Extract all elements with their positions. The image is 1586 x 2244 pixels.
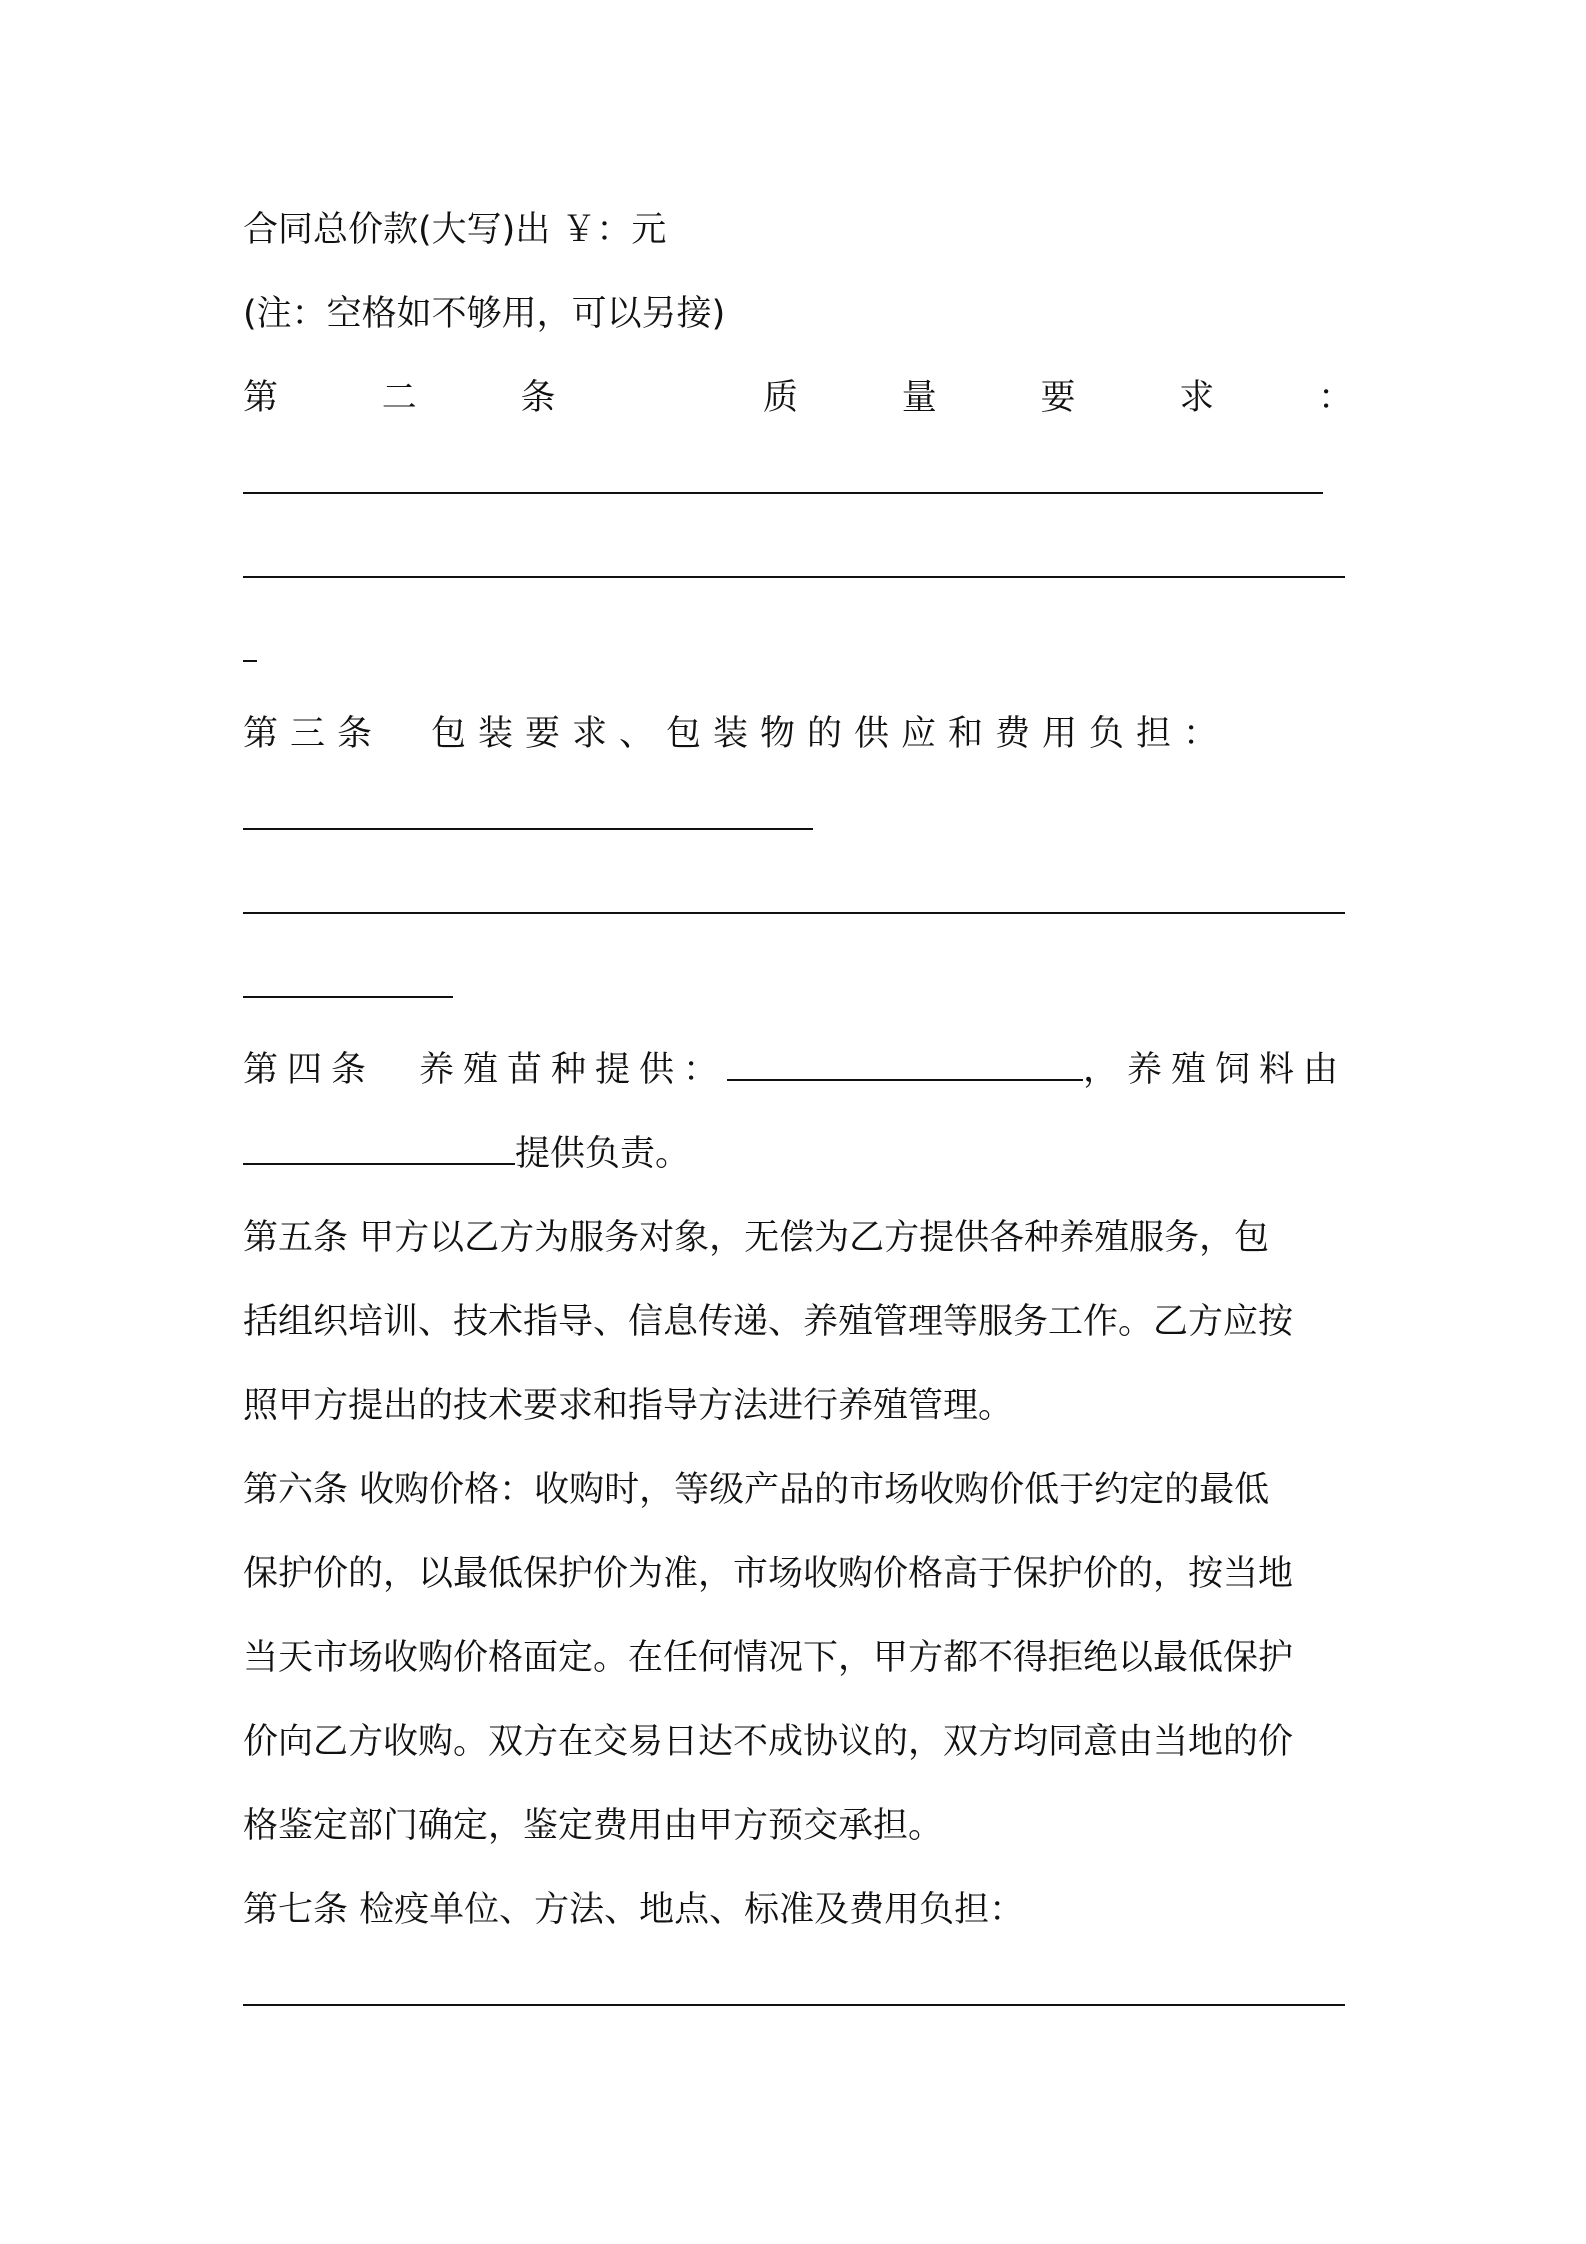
blank-line <box>243 536 1353 620</box>
fill-in-blank[interactable] <box>243 452 1323 494</box>
article-2-char: 要 <box>1040 378 1076 418</box>
blank-line <box>243 452 1353 536</box>
article-5-line: 照甲方提出的技术要求和指导方法进行养殖管理。 <box>243 1386 1014 1426</box>
fill-in-blank[interactable] <box>243 620 257 662</box>
article-6-line: 保护价的，以最低保护价为准，市场收购价格高于保护价的，按当地 <box>243 1554 1294 1594</box>
note-line: (注：空格如不够用，可以另接) <box>243 294 726 334</box>
article-2-char: 二 <box>381 378 417 418</box>
article-4-line <box>243 1040 1353 1124</box>
article-6-line: 价向乙方收购。双方在交易日达不成协议的，双方均同意由当地的价 <box>243 1722 1294 1762</box>
fill-in-blank[interactable] <box>243 872 1345 914</box>
fill-in-blank[interactable] <box>243 536 1345 578</box>
article-5-line: 第五条 甲方以乙方为服务对象，无偿为乙方提供各种养殖服务，包 <box>243 1218 1270 1258</box>
fill-in-blank[interactable] <box>243 956 453 998</box>
article-6-line: 第六条 收购价格：收购时，等级产品的市场收购价低于约定的最低 <box>243 1470 1270 1510</box>
article-2-char: ： <box>1317 378 1353 418</box>
article-2-char: 求 <box>1179 378 1215 418</box>
article-2-heading <box>243 368 1353 452</box>
article-2-char: 质 <box>762 378 798 418</box>
feed-provider-blank[interactable] <box>243 1129 515 1165</box>
article-4-label: 第四条 养殖苗种提供： <box>243 1050 728 1090</box>
total-price-line: 合同总价款(大写)出 ￥：元 <box>243 210 667 250</box>
fill-in-blank[interactable] <box>243 1964 1345 2006</box>
article-5-line: 括组织培训、技术指导、信息传递、养殖管理等服务工作。乙方应按 <box>243 1302 1294 1342</box>
blank-line <box>243 1964 1353 2048</box>
blank-line <box>243 956 1353 1040</box>
blank-line <box>243 788 1353 872</box>
seedling-provider-blank[interactable] <box>727 1045 1083 1081</box>
article-6-line: 格鉴定部门确定，鉴定费用由甲方预交承担。 <box>243 1806 944 1846</box>
contract-body <box>243 200 1353 2048</box>
blank-line <box>243 872 1353 956</box>
article-4-line-2 <box>243 1124 1353 1208</box>
article-2-char: 条 <box>520 378 556 418</box>
fill-in-blank[interactable] <box>243 788 813 830</box>
article-7-heading: 第七条 检疫单位、方法、地点、标准及费用负担： <box>243 1890 1025 1930</box>
article-3-heading: 第三条 包装要求、包装物的供应和费用负担： <box>243 714 1231 754</box>
blank-line <box>243 620 1353 704</box>
article-2-char: 第 <box>243 378 279 418</box>
article-4-feed-label: ，养殖饲料由 <box>1083 1050 1348 1090</box>
article-4-tail: 提供负责。 <box>515 1134 691 1174</box>
article-2-char: 量 <box>901 378 937 418</box>
article-6-line: 当天市场收购价格面定。在任何情况下，甲方都不得拒绝以最低保护 <box>243 1638 1294 1678</box>
